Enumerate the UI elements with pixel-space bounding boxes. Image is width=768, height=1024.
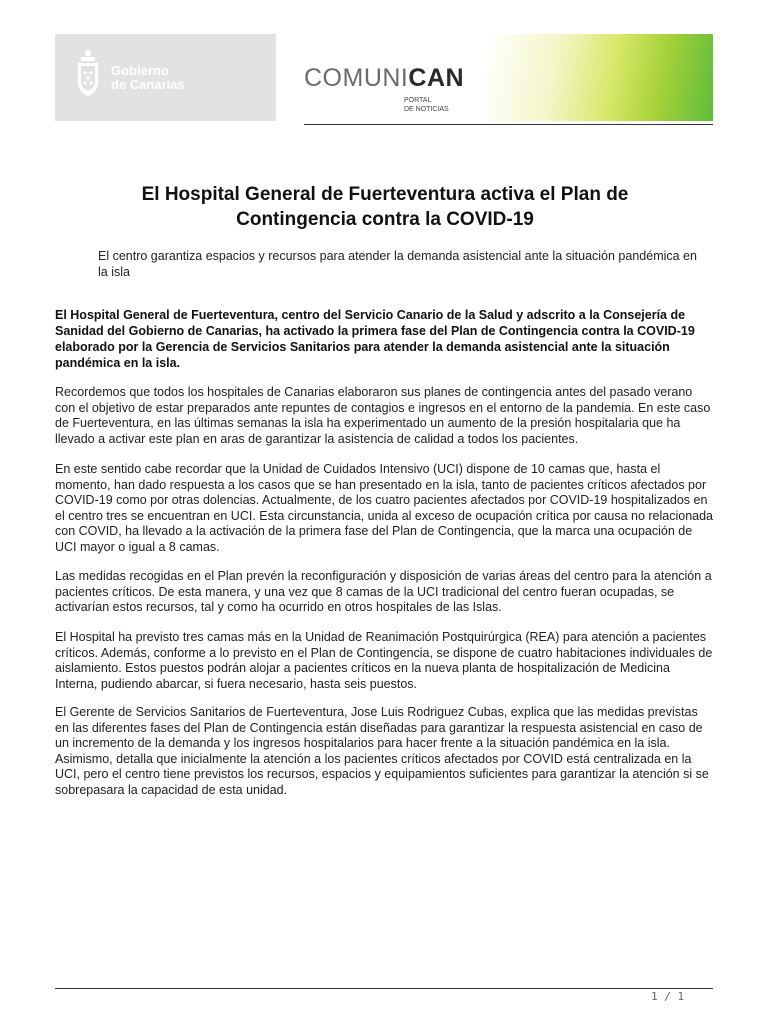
article-subtitle: El centro garantiza espacios y recursos para atender la demanda asistencial ante la situación pandémica en la isla: [98, 249, 697, 279]
comunican-bold: CAN: [408, 64, 465, 92]
comunican-logo: [304, 64, 465, 113]
article-lead: El Hospital General de Fuerteventura, centro del Servicio Canario de la Salud y adscrito a la Consejería de Sanidad del Gobierno de Canarias, ha activado la primera fase del Plan de Contingencia contra la COVID-19 elaborado por la Gerencia de Servicios Sanitarios para atender la demanda asistencial ante la situación pandémica en la isla.: [55, 308, 695, 370]
header-divider: [304, 124, 713, 125]
article-paragraph-2: En este sentido cabe recordar que la Unidad de Cuidados Intensivo (UCI) dispone de 10 camas que, hasta el momento, han dado respuesta a los casos que se han presentado en la isla, tanto de pacientes críticos afectados por COVID-19 como por otras dolencias. Actualmente, de los cuatro pacientes afectados por COVID-19 hospitalizados en el centro tres se encuentran en UCI. Esta circunstancia, unida al exceso de ocupación crítica por causa no relacionada con COVID, ha llevado a la activación de la primera fase del Plan de Contingencia, que la marca una ocupación de UCI mayor o igual a 8 camas.: [55, 462, 714, 554]
comunican-light: COMUNI: [304, 64, 409, 92]
gov-name-line1: Gobierno: [111, 63, 169, 78]
footer-divider: [55, 988, 713, 989]
gobierno-canarias-logo-block: [55, 34, 276, 121]
gobierno-canarias-name: [111, 64, 185, 92]
comunican-wordmark: [304, 64, 464, 92]
portal-line1: PORTAL: [404, 97, 432, 104]
canarias-crest-icon: [75, 48, 101, 100]
article-paragraph-1: Recordemos que todos los hospitales de Canarias elaboraron sus planes de contingencia antes del pasado verano con el objetivo de estar preparados ante repuntes de contagios e ingresos en el entorno de la pandemia. En este caso de Fuerteventura, en las últimas semanas la isla ha experimentado un aumento de la presión hospitalaria que ha llevado a activar este plan en aras de garantizar la asistencia de calidad a todos los pacientes.: [55, 385, 711, 446]
header-gradient-banner: [487, 34, 713, 121]
article-paragraph-3: Las medidas recogidas en el Plan prevén la reconfiguración y disposición de varias áreas del centro para la atención a pacientes críticos. De esta manera, y una vez que 8 camas de la UCI tradicional del centro fueran ocupadas, se activarían estos recursos, tal y como ha ocurrido en otros hospitales de las Islas.: [55, 569, 712, 615]
article-paragraph-4: El Hospital ha previsto tres camas más en la Unidad de Reanimación Postquirúrgica (REA) para atención a pacientes críticos. Además, conforme a lo previsto en el Plan de Contingencia, se dispone de cuatro habitaciones individuales de aislamiento. Estos puestos podrán alojar a pacientes críticos en la nueva planta de hospitalización de Medicina Interna, pudiendo abarcar, si fuera necesario, hasta seis puestos.: [55, 630, 713, 691]
article-paragraph-5: El Gerente de Servicios Sanitarios de Fuerteventura, Jose Luis Rodriguez Cubas, explica que las medidas previstas en las diferentes fases del Plan de Contingencia están diseñadas para garantizar la respuesta asistencial en caso de un incremento de la demanda y los ingresos hospitalarios para hacer frente a la situación pandémica en la isla. Asimismo, detalla que inicialmente la atención a los pacientes críticos afectados por COVID está centralizada en la UCI, pero el centro tiene previstos los recursos, espacios y equipamientos suficientes para garantizar la atención si se sobrepasara la capacidad de esta unidad.: [55, 705, 709, 797]
gov-name-line2: de Canarias: [111, 77, 185, 92]
portal-line2: DE NOTICIAS: [404, 106, 449, 113]
portal-de-noticias-label: [404, 96, 449, 114]
article-title: El Hospital General de Fuerteventura activa el Plan de Contingencia contra la COVID-19: [141, 184, 629, 230]
page-indicator: 1 / 1: [651, 990, 685, 1003]
